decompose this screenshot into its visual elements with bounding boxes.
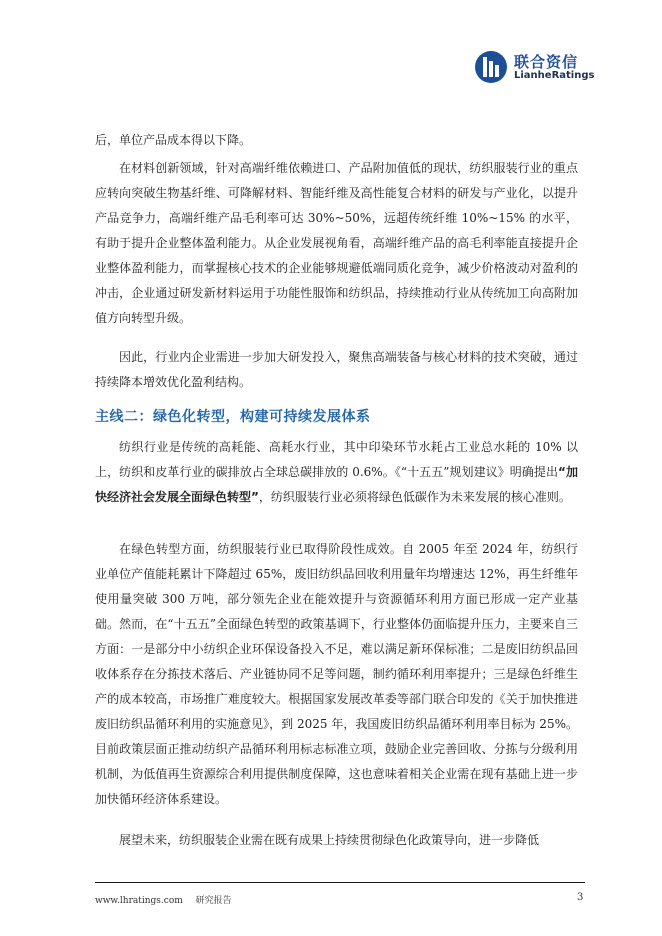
company-logo bbox=[474, 50, 614, 88]
footer-doc-type: 研究报告 bbox=[195, 896, 232, 906]
policy-quote-bold: “加快经济社会发展全面绿色转型” bbox=[95, 465, 578, 504]
footer-divider bbox=[95, 882, 585, 883]
logo-chinese-name: 联合资信 bbox=[514, 53, 579, 71]
paragraph-continued: 后，单位产品成本得以下降。 bbox=[95, 133, 252, 147]
paragraph-material-innovation: 在材料创新领域，针对高端纤维依赖进口、产品附加值低的现状，纺织服装行业的重点应转向突破生物基纤维、可降解材料、智能纤维及高性能复合材料的研发与产业化，以提升产品竞争力，高端纤维产品毛利率可达 30%~50%，远超传统纤维 10%~15% 的水平，有助于提升企业整体盈利能力。从企业发展视角看，高端纤维产品的高毛利率能直接提升企业整体盈利能力，而掌握核心技术的企业能够规避低端同质化竞争，减少价格波动对盈利的冲击，企业通过研发新材料运用于功能性服饰和纺织品，持续推动行业从传统加工向高附加值方向转型升级。 bbox=[95, 161, 578, 325]
paragraph-rd-investment: 因此，行业内企业需进一步加大研发投入，聚焦高端装备与核心材料的技术突破，通过持续降本增效优化盈利结构。 bbox=[95, 350, 578, 389]
logo-english-name: LianheRatings bbox=[514, 70, 595, 81]
page-number: 3 bbox=[577, 892, 584, 903]
footer-info bbox=[95, 893, 242, 906]
paragraph-green-progress: 在绿色转型方面，纺织服装行业已取得阶段性成效。自 2005 年至 2024 年，纺织行业单位产值能耗累计下降超过 65%，废旧纺织品回收利用量年均增速达 12%，再生纤维年使用量突破 300 万吨，部分领先企业在能效提升与资源循环利用方面已形成一定产业基础。然而，在“十五五”全面绿色转型的政策基调下，行业整体仍面临提升压力，主要来自三方面：一是部分中小纺织企业环保设备投入不足，难以满足新环保标准；二是废旧纺织品回收体系存在分拣技术落后、产业链协同不足等问题，制约循环利用率提升；三是绿色纤维生产的成本较高，市场推广难度较大。根据国家发展改革委等部门联合印发的《关于加快推进废旧纺织品循环利用的实施意见》，到 2025 年，我国废旧纺织品循环利用率目标为 25%。目前政策层面正推动纺织产品循环利用标志标准立项，鼓励企业完善回收、分拣与分级利用机制，为低值再生资源综合利用提供制度保障，这也意味着相关企业需在现有基础上进一步加快循环经济体系建设。 bbox=[95, 542, 578, 806]
footer-website: www.lhratings.com bbox=[95, 896, 183, 906]
paragraph-text: ，纺织服装行业必须将绿色低碳作为未来发展的核心准则。 bbox=[258, 490, 571, 504]
paragraph-text: 纺织行业是传统的高耗能、高耗水行业，其中印染环节水耗占工业总水耗的 10% 以上，纺织和皮革行业的碳排放占全球总碳排放的 0.6%。《“十五五”规划建议》明确提出 bbox=[95, 440, 578, 479]
section-heading-green-transition: 主线二：绿色化转型，构建可持续发展体系 bbox=[95, 409, 371, 425]
lianhe-logo-icon bbox=[474, 50, 508, 84]
paragraph-green-background bbox=[95, 435, 578, 510]
paragraph-outlook: 展望未来，纺织服装企业需在既有成果上持续贯彻绿色化政策导向，进一步降低 bbox=[119, 833, 540, 847]
